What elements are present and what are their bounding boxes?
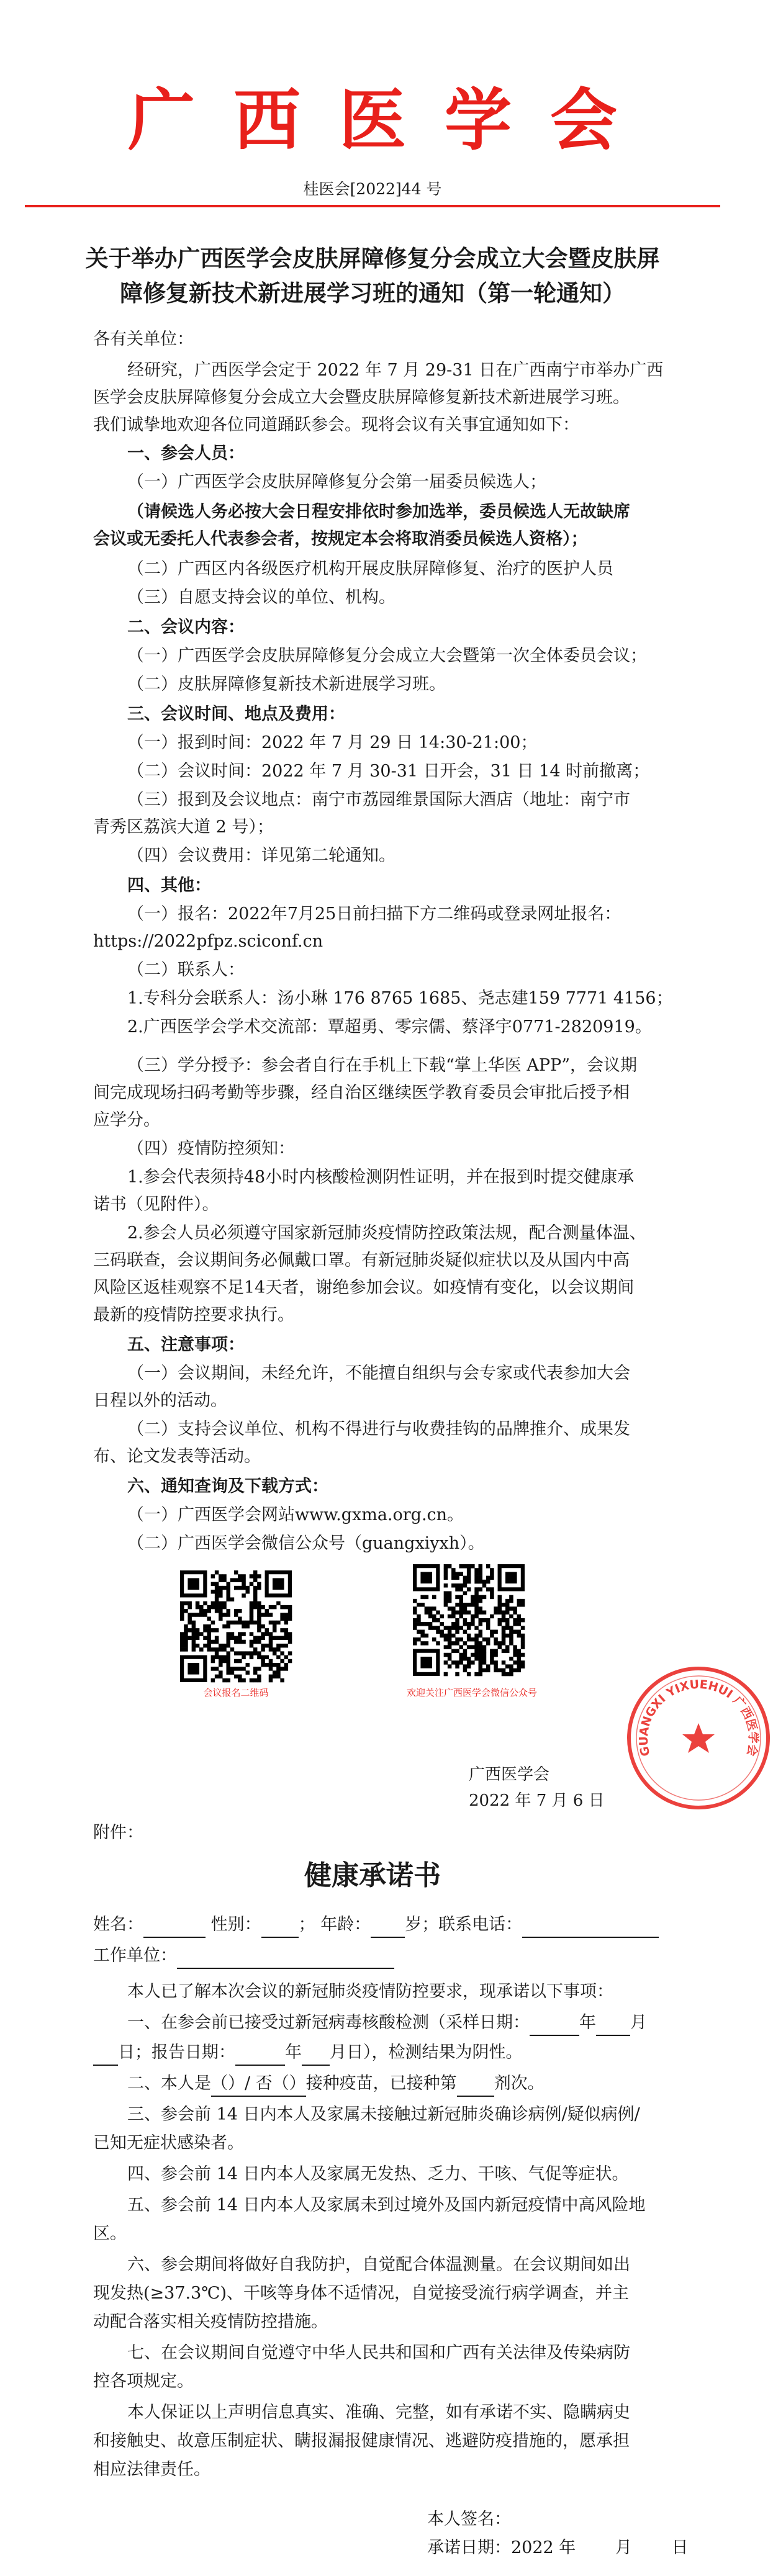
pledge-text: 月 — [330, 2043, 346, 2062]
gender-field[interactable] — [261, 1913, 299, 1938]
sample-year-field[interactable] — [530, 2011, 579, 2036]
qr-caption: 欢迎关注广西医学会微信公众号 — [406, 1687, 537, 1698]
pledge-item-3: 已知无症状感染者。 — [93, 2133, 244, 2153]
phone-label: ；联系电话： — [422, 1915, 523, 1934]
sample-month-field[interactable] — [596, 2011, 630, 2036]
section-item: （三）自愿支持会议的单位、机构。 — [127, 588, 396, 607]
pledge-item-1 — [127, 2011, 647, 2036]
section-item: 三码联查，会议期间务必佩戴口罩。有新冠肺炎疑似症状以及从国内中高 — [93, 1251, 630, 1270]
signature-org: 广西医学会 — [469, 1765, 550, 1784]
section-heading: 一、参会人员： — [127, 444, 245, 463]
contact-line: 2.广西医学会学术交流部：覃超勇、零宗儒、蔡泽宇0771-2820919。 — [127, 1017, 652, 1037]
qr-caption: 会议报名二维码 — [203, 1687, 269, 1698]
section-item: 应学分。 — [93, 1110, 160, 1130]
section-item: 布、论文发表等活动。 — [93, 1447, 261, 1466]
section-note: 会议或无委托人代表参会者，按规定本会将取消委员候选人资格）； — [93, 529, 588, 549]
section-item: 最新的疫情防控要求执行。 — [93, 1305, 294, 1325]
pledge-text: 年 — [285, 2043, 302, 2062]
attachment-title: 健康承诺书 — [304, 1860, 441, 1891]
section-item: （一）报名：2022年7月25日前扫描下方二维码或登录网址报名： — [127, 904, 622, 924]
pledge-text: 接种疫苗，已接种第 — [305, 2074, 457, 2093]
section-item: 1.参会代表须持48小时内核酸检测阴性证明，并在报到时提交健康承 — [127, 1168, 635, 1187]
report-year-field[interactable] — [235, 2041, 285, 2066]
pledge-item-5: 区。 — [93, 2224, 127, 2243]
section-item: （四）会议费用：详见第二轮通知。 — [127, 846, 396, 865]
section-heading: 五、注意事项： — [127, 1335, 245, 1354]
dose-count-field[interactable] — [457, 2072, 494, 2097]
pledge-item-4: 四、参会前 14 日内本人及家属无发热、乏力、干咳、气促等症状。 — [127, 2164, 629, 2184]
pledge-item-2 — [127, 2072, 545, 2097]
section-item: （二）广西区内各级医疗机构开展皮肤屏障修复、治疗的医护人员 — [127, 559, 613, 579]
red-divider — [25, 205, 720, 207]
document-number: 桂医会[2022]44 号 — [303, 180, 442, 198]
section-item: （二）会议时间：2022 年 7 月 30-31 日开会，31 日 14 时前撤离； — [127, 762, 650, 781]
intro-line: 医学会皮肤屏障修复分会成立大会暨皮肤屏障修复新技术新进展学习班。 — [93, 388, 630, 407]
section-item: （一）广西医学会皮肤屏障修复分会成立大会暨第一次全体委员会议； — [127, 646, 647, 665]
gender-label: 性别： — [210, 1915, 261, 1934]
pledge-date-text: 承诺日期：2022 年 — [427, 2538, 576, 2557]
org-masthead: 广西医学会 — [127, 82, 656, 160]
pledge-text: 年 — [579, 2013, 596, 2032]
salutation: 各有关单位： — [93, 330, 194, 349]
unit-label: 工作单位： — [93, 1946, 177, 1965]
intro-line: 我们诚挚地欢迎各位同道踊跃参会。现将会议有关事宜通知如下： — [93, 415, 579, 435]
section-item: 诺书（见附件）。 — [93, 1195, 219, 1214]
pledge-item-5: 五、参会前 14 日内本人及家属未到过境外及国内新冠疫情中高风险地 — [127, 2195, 646, 2215]
section-heading: 六、通知查询及下载方式： — [127, 1477, 328, 1496]
pledge-intro: 本人已了解本次会议的新冠肺炎疫情防控要求，现承诺以下事项： — [127, 1982, 613, 2001]
pledge-text: 剂次。 — [494, 2074, 545, 2093]
attachment-label: 附件： — [93, 1823, 143, 1842]
notice-title-line: 关于举办广西医学会皮肤屏障修复分会成立大会暨皮肤屏 — [85, 245, 660, 272]
pledge-date — [427, 2536, 688, 2560]
phone-field[interactable] — [522, 1913, 659, 1938]
age-unit: 岁 — [405, 1915, 422, 1934]
notice-title-line: 障修复新技术新进展学习班的通知（第一轮通知） — [120, 279, 625, 307]
section-item: （三）学分授予：参会者自行在手机上下载“掌上华医 APP”，会议期 — [127, 1056, 638, 1075]
section-item: 青秀区荔滨大道 2 号）； — [93, 817, 274, 837]
section-item: （一）会议期间，未经允许，不能擅自组织与会专家或代表参加大会 — [127, 1364, 630, 1383]
section-item: （三）报到及会议地点：南宁市荔园维景国际大酒店（地址：南宁市 — [127, 790, 630, 809]
report-month-field[interactable] — [302, 2041, 330, 2066]
sample-day-field[interactable] — [93, 2041, 118, 2066]
unit-field[interactable] — [177, 1944, 394, 1969]
pledge-text: 日），检测结果为阴性。 — [346, 2043, 523, 2062]
pledge-date-text: 月 — [615, 2538, 632, 2557]
section-item: （二）联系人： — [127, 960, 245, 980]
pledge-guarantee: 相应法律责任。 — [93, 2460, 210, 2479]
wechat-account: （二）广西医学会微信公众号（guangxiyxh）。 — [127, 1534, 485, 1553]
signature-date: 2022 年 7 月 6 日 — [469, 1791, 605, 1810]
contact-line: 1.专科分会联系人：汤小琳 176 8765 1685、尧志建159 7771 4156； — [127, 989, 673, 1008]
signature-label: 本人签名： — [427, 2510, 511, 2529]
vaccine-choice[interactable]: （）/ 否（） — [211, 2072, 306, 2097]
pledge-date-text: 日 — [671, 2538, 689, 2557]
pledge-text: 月 — [630, 2013, 647, 2032]
pledge-item-6: 现发热(≥37.3℃)、干咳等身体不适情况，自觉接受流行病学调查，并主 — [93, 2284, 630, 2303]
section-item: 风险区返桂观察不足14天者，谢绝参加会议。如疫情有变化，以会议期间 — [93, 1278, 635, 1297]
form-row-personal: 姓名： 性别： ； 年龄： 岁；联系电话： — [93, 1913, 659, 1938]
registration-link[interactable]: https://2022pfpz.sciconf.cn — [93, 932, 323, 951]
section-item: 日程以外的活动。 — [93, 1391, 227, 1410]
qr-code-icon — [180, 1570, 292, 1682]
section-heading: 三、会议时间、地点及费用： — [127, 705, 345, 724]
age-label: 年龄： — [320, 1915, 371, 1934]
name-label: 姓名： — [93, 1915, 143, 1934]
pledge-guarantee: 和接触史、故意压制症状、瞒报漏报健康情况、逃避防疫措施的，愿承担 — [93, 2431, 630, 2451]
pledge-item-3: 三、参会前 14 日内本人及家属未接触过新冠肺炎确诊病例/疑似病例/ — [127, 2105, 640, 2124]
section-item: （一）广西医学会皮肤屏障修复分会第一届委员候选人； — [127, 472, 546, 492]
section-heading: 四、其他： — [127, 876, 211, 895]
section-item: 间完成现场扫码考勤等步骤，经自治区继续医学教育委员会审批后授予相 — [93, 1083, 630, 1102]
pledge-item-7: 控各项规定。 — [93, 2372, 194, 2391]
intro-line: 经研究，广西医学会定于 2022 年 7 月 29-31 日在广西南宁市举办广西 — [127, 361, 664, 380]
pledge-text: 日；报告日期： — [118, 2043, 235, 2062]
qr-code-icon — [413, 1564, 525, 1676]
qr-code-icon[interactable] — [413, 1564, 525, 1676]
notice-title — [81, 241, 664, 310]
pledge-item-6: 六、参会期间将做好自我防护，自觉配合体温测量。在会议期间如出 — [127, 2255, 630, 2274]
svg-text:GUANGXI YIXUEHUI 广西医学会: GUANGXI YIXUEHUI 广西医学会 — [636, 1677, 761, 1758]
section-item: （四）疫情防控须知： — [127, 1139, 295, 1158]
pledge-text: 一、在参会前已接受过新冠病毒核酸检测（采样日期： — [127, 2013, 530, 2032]
name-field[interactable] — [143, 1913, 206, 1938]
official-seal — [624, 1664, 773, 1813]
form-row-unit — [93, 1944, 394, 1969]
section-item: （二）皮肤屏障修复新技术新进展学习班。 — [127, 675, 446, 694]
section-note: （请候选人务必按大会日程安排依时参加选举，委员候选人无故缺席 — [127, 502, 630, 521]
section-item: （二）支持会议单位、机构不得进行与收费挂钩的品牌推介、成果发 — [127, 1420, 630, 1439]
pledge-item-6: 动配合落实相关疫情防控措施。 — [93, 2312, 328, 2331]
pledge-guarantee: 本人保证以上声明信息真实、准确、完整，如有承诺不实、隐瞒病史 — [127, 2403, 630, 2422]
pledge-item-1-cont — [93, 2041, 523, 2066]
section-heading: 二、会议内容： — [127, 618, 245, 637]
website-link[interactable]: （一）广西医学会网站www.gxma.org.cn。 — [127, 1505, 464, 1524]
section-item: （一）报到时间：2022 年 7 月 29 日 14:30-21:00； — [127, 733, 538, 752]
pledge-item-7: 七、在会议期间自觉遵守中华人民共和国和广西有关法律及传染病防 — [127, 2343, 630, 2362]
age-field[interactable] — [371, 1913, 405, 1938]
pledge-text: 二、本人是 — [127, 2074, 211, 2093]
section-item: 2.参会人员必须遵守国家新冠肺炎疫情防控政策法规，配合测量体温、 — [127, 1223, 646, 1243]
qr-code-icon[interactable] — [180, 1570, 292, 1682]
